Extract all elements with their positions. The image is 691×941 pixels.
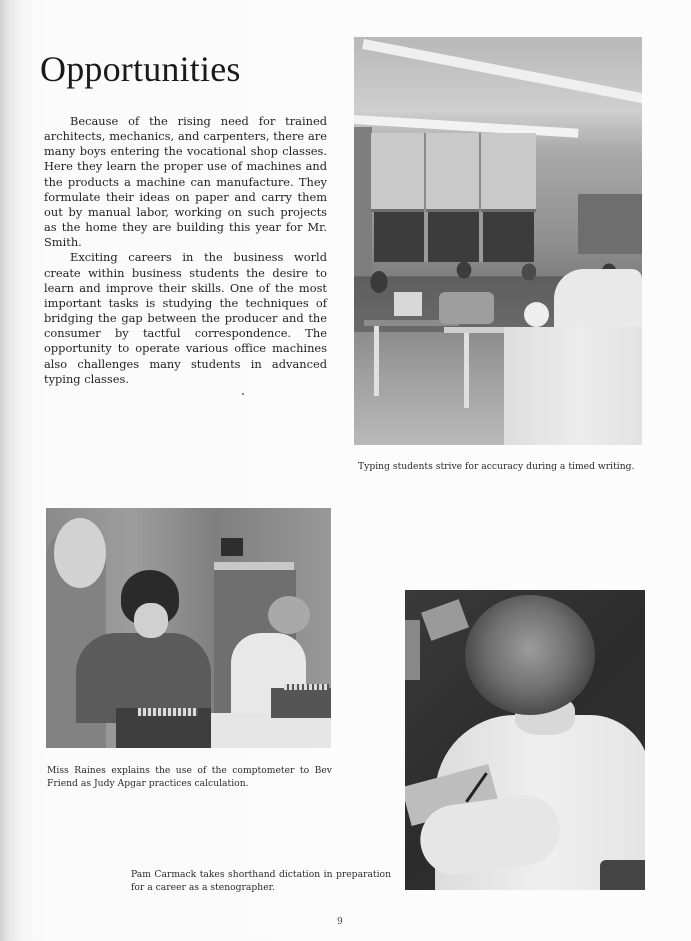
photo-caption: Miss Raines explains the use of the comptometer to Bev Friend as Judy Apgar practices calculation. bbox=[47, 765, 332, 789]
page-number: 9 bbox=[337, 917, 343, 927]
desk-leg bbox=[374, 326, 379, 396]
comptometer-keys bbox=[284, 684, 329, 690]
article-body bbox=[44, 114, 327, 387]
hair bbox=[465, 595, 595, 715]
photo-caption: Pam Carmack takes shorthand dictation in preparation for a career as a stenographer. bbox=[131, 869, 391, 893]
telephone bbox=[221, 538, 243, 556]
student-hair bbox=[268, 596, 310, 634]
chair bbox=[600, 860, 645, 890]
shade-divider bbox=[479, 133, 481, 213]
paper bbox=[421, 599, 469, 641]
teacher-desk bbox=[504, 327, 642, 445]
window-shades bbox=[371, 133, 536, 212]
article-paragraph: Exciting careers in the business world create within business students the desire to learn and improve their skills. One of the most important tasks is studying the techniques of bridging the gap between the producer and the consumer by tactful correspondence. The opportunity to operate various office machines also challenges many students in advanced typing classes. bbox=[44, 250, 327, 386]
desk-leg bbox=[464, 333, 469, 408]
article-paragraph: Because of the rising need for trained architects, mechanics, and carpenters, there are many boys entering the vocational shop classes. Here they learn the proper use of machines and the products a machine can manufacture. They formulate their ideas on paper and carry them out by manual labor, working on such projects as the home they are building this year for Mr. Smith. bbox=[44, 114, 327, 250]
photo-caption: Typing students strive for accuracy during a timed writing. bbox=[358, 461, 635, 472]
photo-typing-classroom bbox=[354, 37, 642, 445]
table bbox=[211, 713, 331, 748]
typewriter bbox=[439, 292, 494, 324]
teacher-head bbox=[54, 518, 106, 588]
ceiling-light-fixture bbox=[362, 39, 642, 106]
comptometer-keys bbox=[138, 708, 198, 716]
print-speck bbox=[242, 393, 244, 395]
books bbox=[214, 562, 294, 570]
desk bbox=[444, 327, 504, 333]
photo-comptometer bbox=[46, 508, 331, 748]
student-face bbox=[134, 603, 168, 638]
photo-shorthand bbox=[405, 590, 645, 890]
timer-clock bbox=[524, 302, 549, 327]
typewriter bbox=[394, 292, 422, 316]
page-title: Opportunities bbox=[40, 49, 241, 89]
paper bbox=[405, 620, 420, 680]
chalkboard bbox=[578, 194, 642, 254]
shade-divider bbox=[424, 133, 426, 213]
comptometer bbox=[271, 688, 331, 718]
